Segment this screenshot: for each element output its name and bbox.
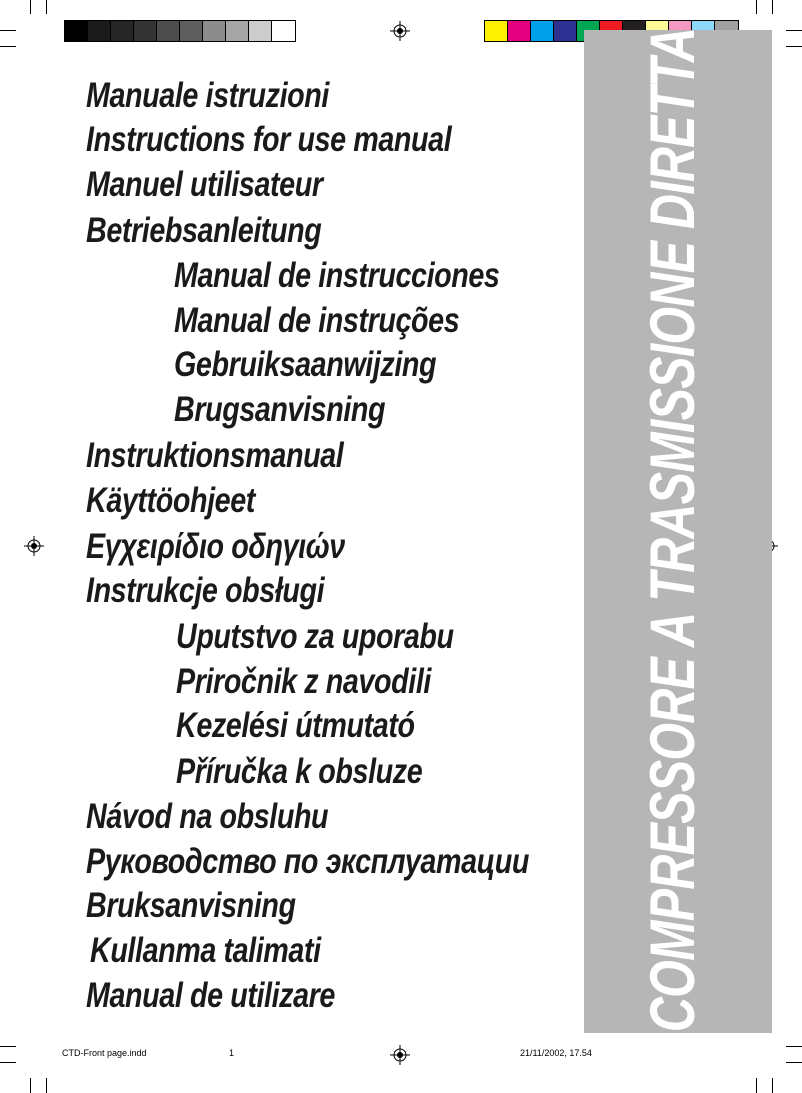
title-norwegian: Bruksanvisning — [86, 886, 296, 925]
title-slovenian: Priročnik z navodili — [176, 662, 431, 701]
title-italian: Manuale istruzioni — [86, 76, 329, 115]
title-hungarian: Kezelési útmutató — [176, 706, 415, 745]
title-swedish-manual: Instruktionsmanual — [86, 436, 344, 475]
crop-mark — [786, 46, 802, 47]
vertical-product-title: COMPRESSORE A TRASMISSIONE DIRETTA — [638, 27, 708, 1033]
crop-mark — [786, 1046, 802, 1047]
title-english: Instructions for use manual — [86, 120, 452, 159]
title-french: Manuel utilisateur — [86, 165, 323, 204]
title-portuguese: Manual de instruções — [174, 301, 460, 340]
title-danish: Brugsanvisning — [174, 390, 386, 429]
title-slovak: Návod na obsluhu — [86, 797, 329, 836]
title-greek: Εγχειρίδιο οδηγιών — [86, 527, 345, 566]
crop-mark — [786, 1062, 802, 1063]
title-turkish: Kullanma talimati — [90, 931, 321, 970]
crop-mark — [786, 30, 802, 31]
crop-mark — [756, 1078, 757, 1093]
crop-mark — [772, 1078, 773, 1093]
slug-filename: CTD-Front page.indd — [62, 1048, 147, 1058]
crop-mark — [0, 1062, 16, 1063]
slug-page-number: 1 — [229, 1048, 235, 1058]
title-dutch: Gebruiksaanwijzing — [174, 345, 437, 384]
title-polish: Instrukcje obsługi — [86, 571, 325, 610]
crop-mark — [46, 1078, 47, 1093]
crop-mark — [756, 0, 757, 14]
crop-mark — [0, 1046, 16, 1047]
title-czech: Příručka k obsluze — [176, 752, 423, 791]
crop-mark — [772, 0, 773, 14]
crop-mark — [30, 1078, 31, 1093]
title-russian: Руководство по эксплуатации — [86, 842, 530, 881]
title-finnish: Käyttöohjeet — [86, 481, 255, 520]
title-spanish: Manual de instrucciones — [174, 256, 500, 295]
slug-timestamp: 21/11/2002, 17.54 — [520, 1048, 592, 1058]
registration-mark-icon — [390, 1045, 410, 1065]
title-croatian: Uputstvo za uporabu — [176, 617, 454, 656]
title-german: Betriebsanleitung — [86, 211, 322, 250]
title-romanian: Manual de utilizare — [86, 976, 335, 1015]
